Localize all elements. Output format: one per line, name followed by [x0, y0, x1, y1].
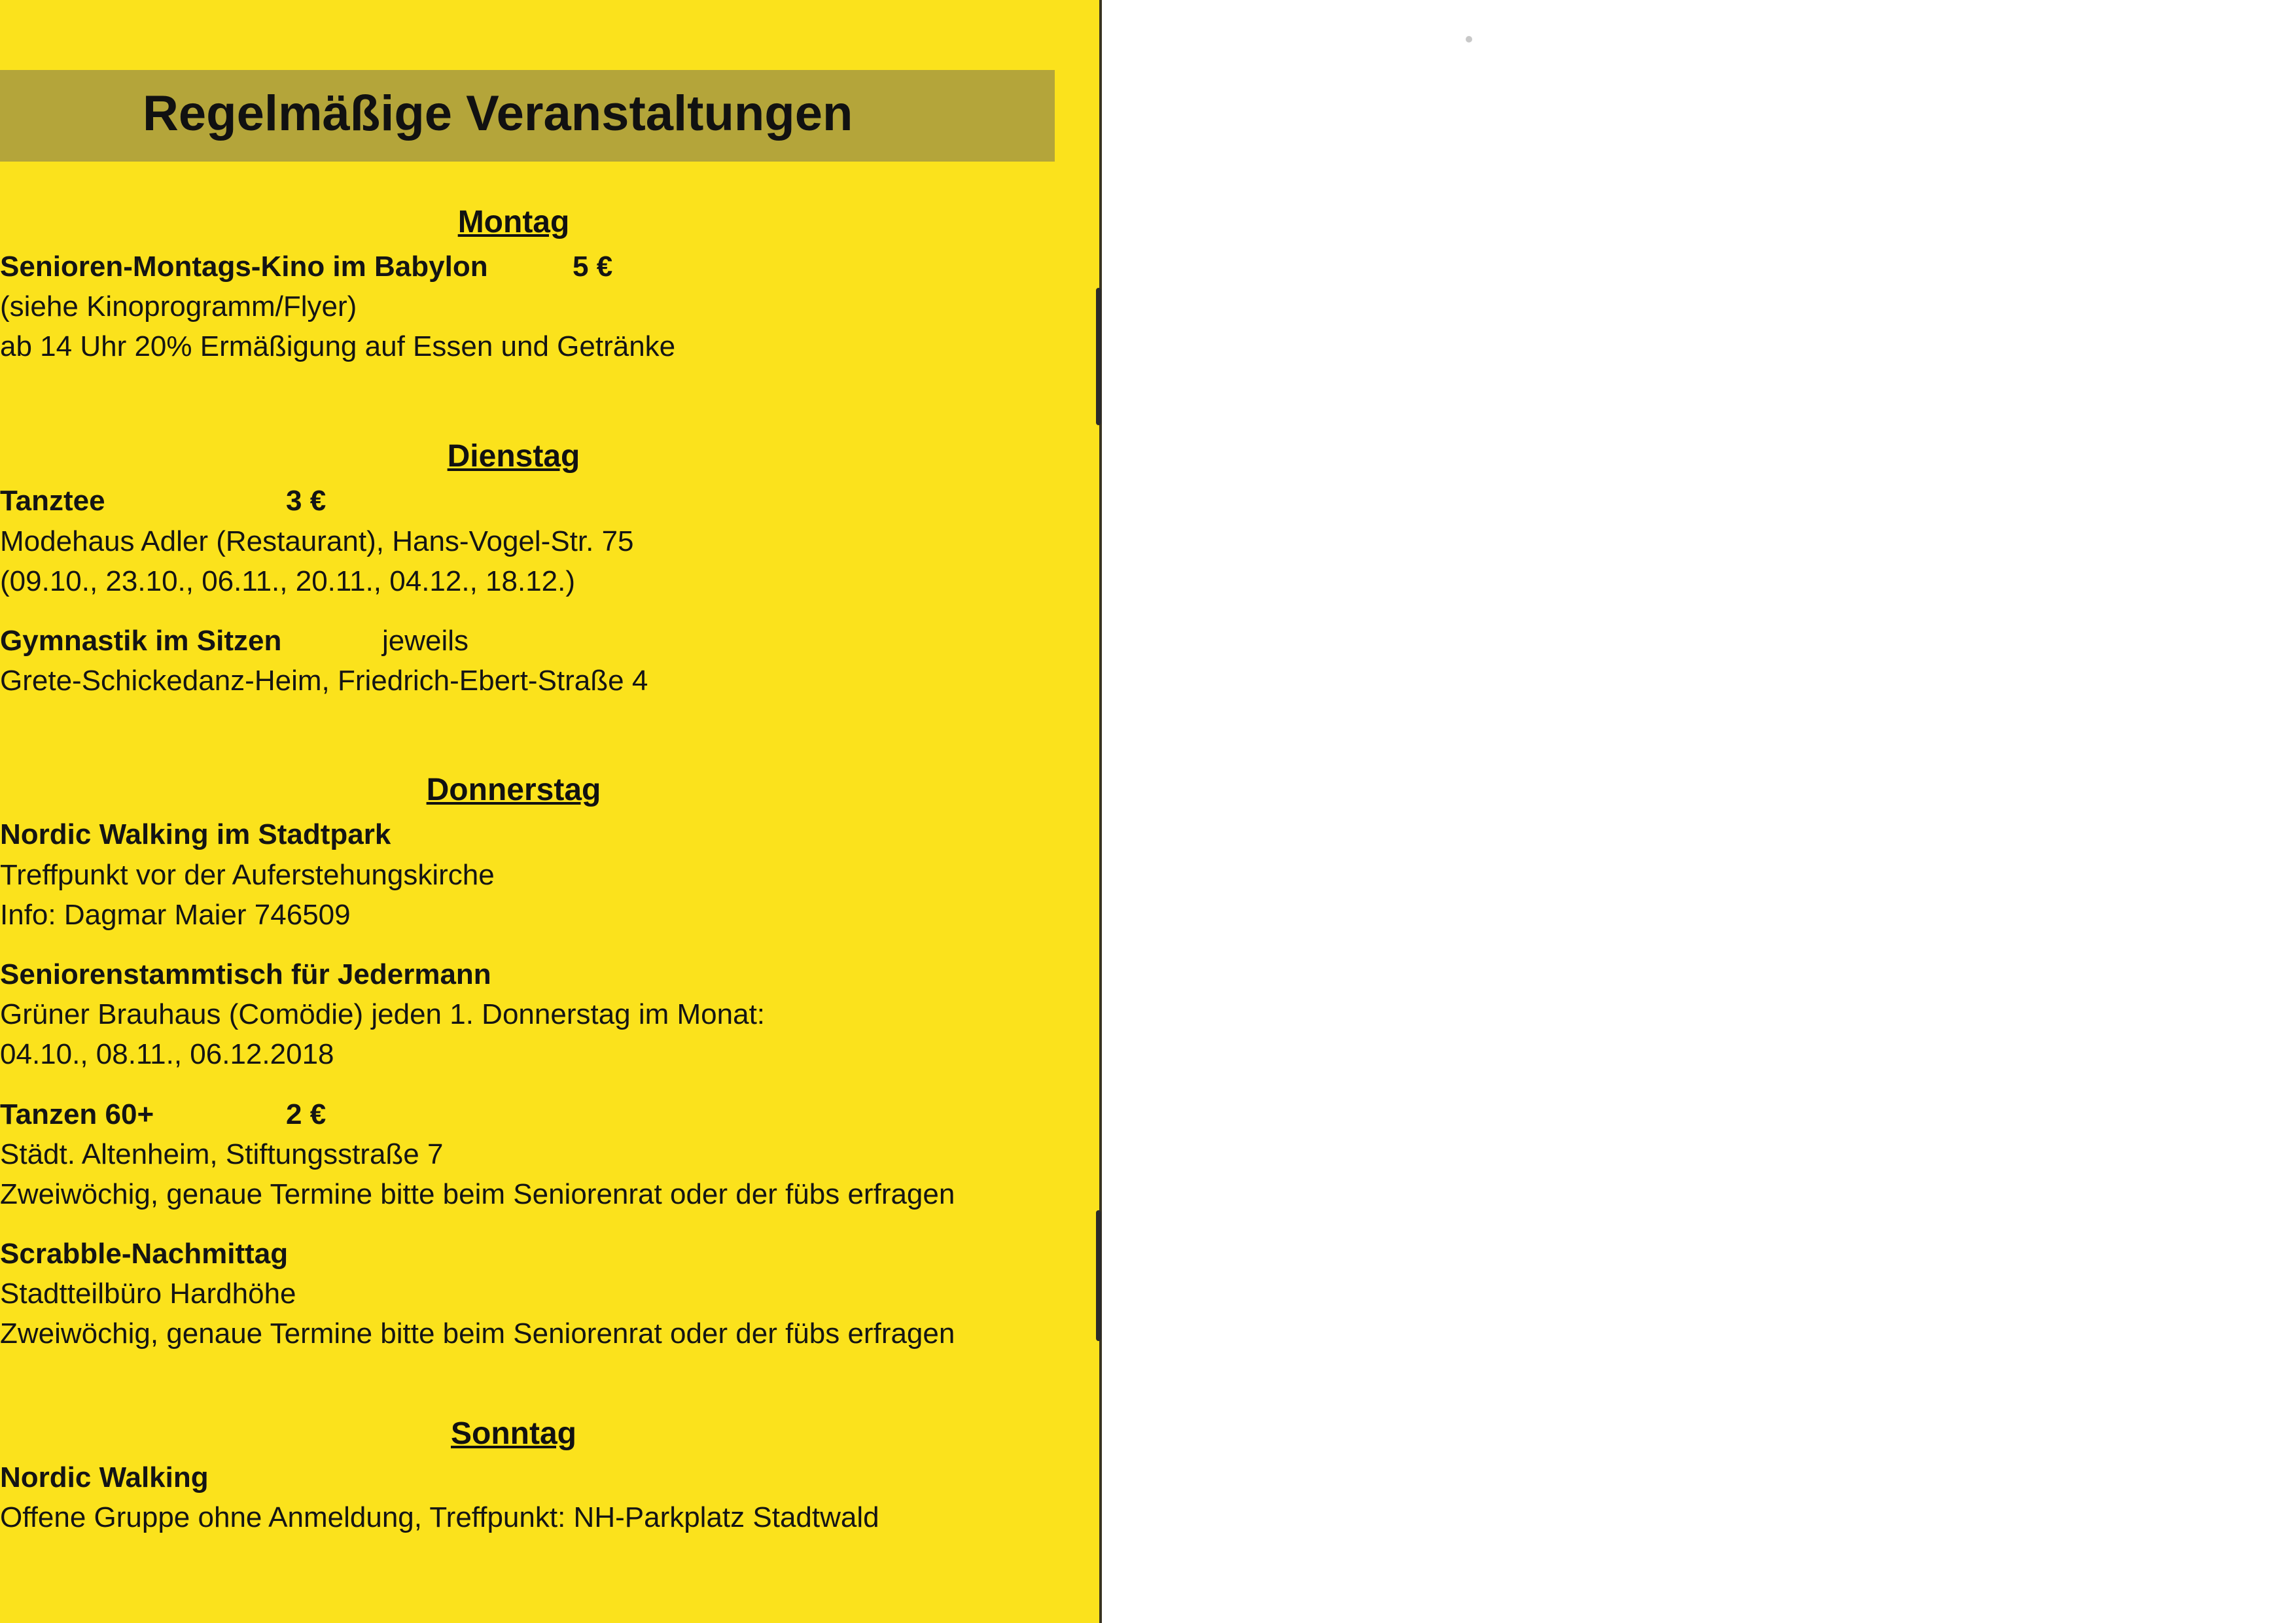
- event-price: 2 €: [286, 1098, 327, 1130]
- page-title: Regelmäßige Veranstaltungen: [143, 86, 853, 141]
- event-detail: Info: Dagmar Maier 746509: [0, 899, 351, 931]
- day-heading-dienstag: Dienstag: [447, 439, 580, 474]
- event-detail: Grüner Brauhaus (Comödie) jeden 1. Donnerstag im Monat:: [0, 998, 766, 1030]
- day-heading-montag: Montag: [457, 205, 570, 239]
- event-detail: Modehaus Adler (Restaurant), Hans-Vogel-Str. 75: [0, 525, 634, 557]
- day-heading-sonntag: Sonntag: [451, 1416, 576, 1451]
- event-name: Nordic Walking im Stadtpark: [0, 818, 391, 850]
- event-price: 3 €: [286, 485, 327, 517]
- booklet-page: [0, 0, 1102, 1623]
- event-name: Tanzen 60+: [0, 1098, 154, 1130]
- staple-mark: [1096, 288, 1101, 425]
- event-detail: Stadtteilbüro Hardhöhe: [0, 1278, 296, 1310]
- event-name: Nordic Walking: [0, 1461, 209, 1493]
- event-detail: Städt. Altenheim, Stiftungsstraße 7: [0, 1138, 444, 1170]
- event-detail: ab 14 Uhr 20% Ermäßigung auf Essen und Getränke: [0, 330, 676, 362]
- event-name: Scrabble-Nachmittag: [0, 1238, 289, 1270]
- event-detail: Offene Gruppe ohne Anmeldung, Treffpunkt: NH-Parkplatz Stadtwald: [0, 1501, 879, 1533]
- event-detail: (siehe Kinoprogramm/Flyer): [0, 290, 357, 323]
- event-name: Senioren-Montags-Kino im Babylon: [0, 251, 488, 283]
- event-detail: Grete-Schickedanz-Heim, Friedrich-Ebert-Straße 4: [0, 665, 648, 697]
- event-detail: Zweiwöchig, genaue Termine bitte beim Seniorenrat oder der fübs erfragen: [0, 1318, 955, 1350]
- event-name: Seniorenstammtisch für Jedermann: [0, 958, 491, 990]
- event-detail: Zweiwöchig, genaue Termine bitte beim Seniorenrat oder der fübs erfragen: [0, 1178, 955, 1210]
- event-note: jeweils: [382, 625, 469, 657]
- staple-mark: [1096, 1210, 1101, 1341]
- event-name: Gymnastik im Sitzen: [0, 625, 282, 657]
- scan-speck: [1466, 36, 1472, 43]
- day-heading-donnerstag: Donnerstag: [426, 773, 601, 807]
- event-price: 5 €: [573, 251, 613, 283]
- event-detail: 04.10., 08.11., 06.12.2018: [0, 1038, 334, 1070]
- event-detail: Treffpunkt vor der Auferstehungskirche: [0, 859, 495, 891]
- event-detail: (09.10., 23.10., 06.11., 20.11., 04.12., 18.12.): [0, 565, 576, 597]
- event-name: Tanztee: [0, 485, 105, 517]
